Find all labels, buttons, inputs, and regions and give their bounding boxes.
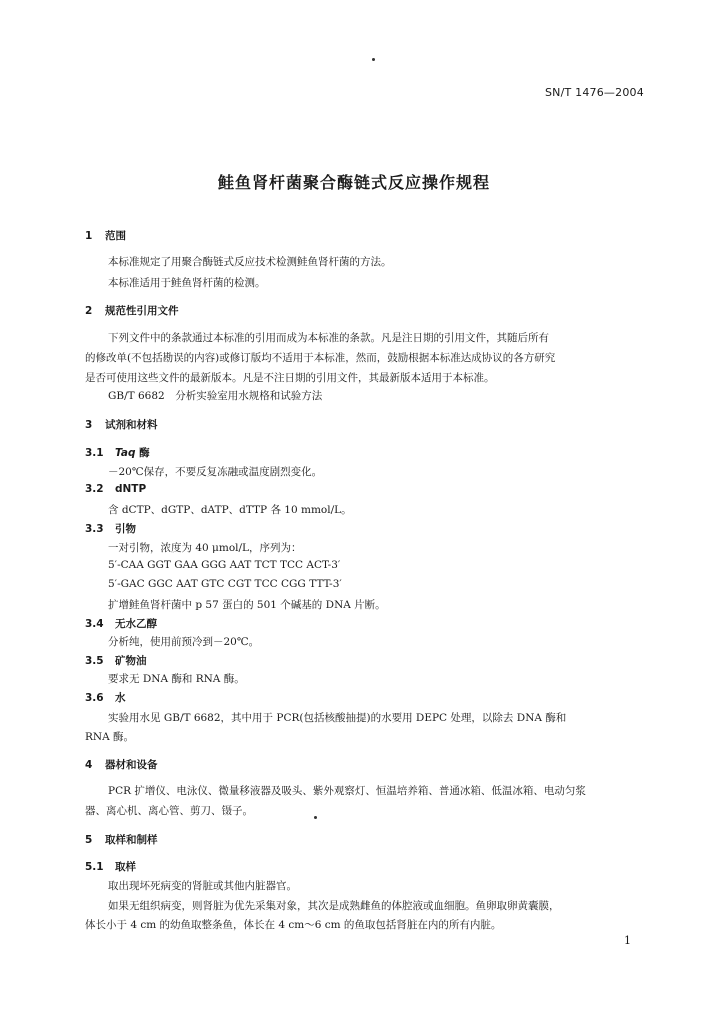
paragraph-line: 的修改单(不包括勘误的内容)或修订版均不适用于本标准，然而，鼓励根据本标准达成协议的各方研究: [85, 352, 556, 364]
paragraph-line: 如果无组织病变，则肾脏为优先采集对象，其次是成熟雌鱼的体腔液或血细胞。鱼卵取卵黄囊膜，: [108, 900, 560, 912]
section-2-heading: 2 规范性引用文件: [85, 305, 179, 317]
paragraph-line: －20℃保存，不要反复冻融或温度剧烈变化。: [108, 466, 323, 478]
scan-speck: [314, 816, 317, 819]
subsection-3-2-heading: 3.2 dNTP: [85, 483, 147, 495]
paragraph-line: 下列文件中的条款通过本标准的引用而成为本标准的条款。凡是注日期的引用文件，其随后所有: [108, 332, 549, 344]
section-1-heading: 1 范围: [85, 230, 126, 242]
subsection-3-3-heading: 3.3 引物: [85, 523, 136, 535]
section-4-heading: 4 器材和设备: [85, 759, 158, 771]
paragraph-line: 扩增鲑鱼肾杆菌中 p 57 蛋白的 501 个碱基的 DNA 片断。: [108, 599, 386, 611]
subsection-3-4-heading: 3.4 无水乙醇: [85, 618, 157, 630]
paragraph-line: 要求无 DNA 酶和 RNA 酶。: [108, 673, 245, 685]
subsection-3-5-heading: 3.5 矿物油: [85, 655, 147, 667]
scan-speck: [372, 58, 375, 61]
paragraph-line: 器、离心机、离心管、剪刀、镊子。: [85, 805, 253, 817]
paragraph-line: 本标准规定了用聚合酶链式反应技术检测鲑鱼肾杆菌的方法。: [108, 256, 392, 268]
primer-sequence: 5′-CAA GGT GAA GGG AAT TCT TCC ACT-3′: [108, 559, 341, 571]
subsection-3-6-heading: 3.6 水: [85, 692, 126, 704]
paragraph-line: 本标准适用于鲑鱼肾杆菌的检测。: [108, 277, 266, 289]
paragraph-line: 体长小于 4 cm 的幼鱼取整条鱼，体长在 4 cm～6 cm 的鱼取包括肾脏在内的所有内脏。: [85, 919, 502, 931]
paragraph-line: 一对引物，浓度为 40 μmol/L，序列为：: [108, 542, 302, 554]
paragraph-line: 分析纯，使用前预冷到－20℃。: [108, 636, 260, 648]
page-number: 1: [624, 934, 631, 947]
paragraph-line: 是否可使用这些文件的最新版本。凡是不注日期的引用文件，其最新版本适用于本标准。: [85, 372, 495, 384]
paragraph-line: 取出现坏死病变的肾脏或其他内脏器官。: [108, 880, 297, 892]
reference-item: GB/T 6682 分析实验室用水规格和试验方法: [108, 390, 323, 402]
paragraph-line: 含 dCTP、dGTP、dATP、dTTP 各 10 mmol/L。: [108, 504, 352, 516]
paragraph-line: 实验用水见 GB/T 6682，其中用于 PCR(包括核酸抽提)的水要用 DEPC 处理，以除去 DNA 酶和: [108, 712, 567, 724]
document-title: 鲑鱼肾杆菌聚合酶链式反应操作规程: [217, 173, 490, 192]
paragraph-line: PCR 扩增仪、电泳仪、微量移液器及吸头、紫外观察灯、恒温培养箱、普通冰箱、低温冰箱、电动匀浆: [108, 785, 586, 797]
paragraph-line: RNA 酶。: [85, 731, 135, 743]
subsection-3-1-heading: 3.1 Taq 酶: [85, 447, 150, 459]
subsection-5-1-heading: 5.1 取样: [85, 861, 136, 873]
standard-number: SN/T 1476—2004: [545, 86, 644, 99]
section-5-heading: 5 取样和制样: [85, 834, 158, 846]
primer-sequence: 5′-GAC GGC AAT GTC CGT TCC CGG TTT-3′: [108, 578, 342, 590]
section-3-heading: 3 试剂和材料: [85, 419, 158, 431]
